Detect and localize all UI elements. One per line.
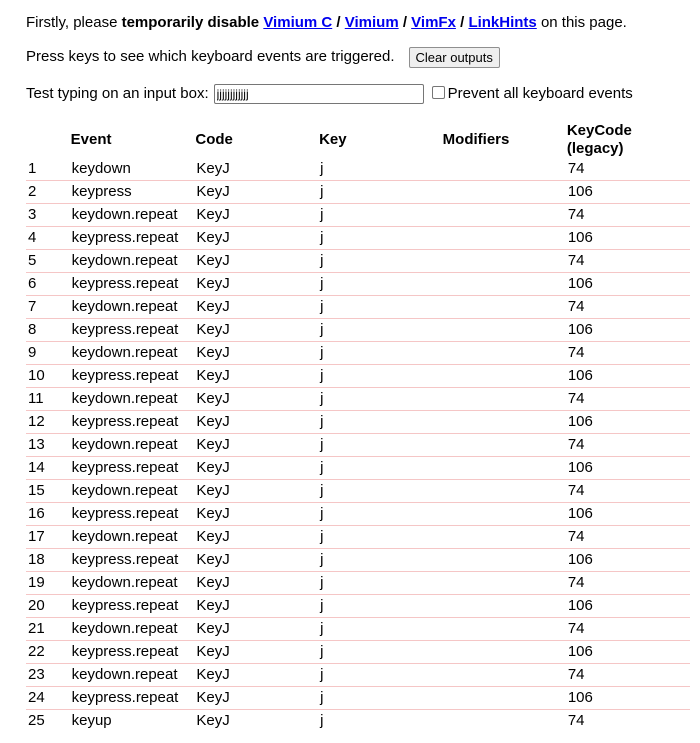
cell-code: KeyJ [194, 618, 318, 641]
cell-code: KeyJ [194, 365, 318, 388]
cell-modifiers [442, 204, 566, 227]
cell-keycode: 106 [566, 411, 690, 434]
cell-modifiers [442, 595, 566, 618]
intro-line [26, 13, 627, 33]
cell-modifiers [442, 158, 566, 181]
cell-modifiers [442, 687, 566, 710]
cell-key: j [318, 434, 442, 457]
cell-event: keypress.repeat [70, 411, 195, 434]
table-row [26, 641, 690, 664]
cell-key: j [318, 250, 442, 273]
cell-keycode: 74 [566, 158, 690, 181]
cell-keycode: 74 [566, 296, 690, 319]
link-linkhints[interactable]: LinkHints [468, 14, 537, 31]
header-keycode-line1: KeyCode [566, 121, 632, 139]
cell-key: j [318, 181, 442, 204]
table-row [26, 503, 690, 526]
header-keycode [566, 121, 690, 158]
cell-modifiers [442, 480, 566, 503]
cell-keycode: 74 [566, 342, 690, 365]
table-row [26, 273, 690, 296]
test-input-label: Test typing on an input box: [26, 85, 209, 102]
cell-event: keydown.repeat [70, 204, 195, 227]
cell-modifiers [442, 181, 566, 204]
cell-modifiers [442, 641, 566, 664]
table-row [26, 664, 690, 687]
cell-num: 25 [28, 712, 45, 729]
cell-code: KeyJ [194, 342, 318, 365]
cell-event: keypress.repeat [70, 365, 195, 388]
intro-prefix: Firstly, please [26, 14, 122, 31]
table-row [26, 710, 690, 733]
header-code: Code [195, 130, 233, 148]
table-row [26, 480, 690, 503]
header-num [26, 121, 70, 158]
cell-code: KeyJ [194, 664, 318, 687]
cell-code: KeyJ [194, 319, 318, 342]
cell-key: j [318, 319, 442, 342]
cell-event: keydown.repeat [70, 250, 195, 273]
cell-modifiers [442, 503, 566, 526]
prevent-events-label[interactable]: Prevent all keyboard events [447, 85, 633, 102]
clear-outputs-button[interactable]: Clear outputs [409, 47, 500, 68]
cell-key: j [318, 687, 442, 710]
cell-event: keyup [71, 712, 112, 729]
link-separator: / [398, 14, 412, 31]
cell-key: j [318, 227, 442, 250]
table-row [26, 434, 690, 457]
cell-event: keypress.repeat [70, 549, 195, 572]
events-table [26, 121, 690, 732]
cell-code: KeyJ [194, 204, 318, 227]
cell-num: 11 [26, 388, 70, 411]
table-header-row [26, 121, 690, 158]
cell-num: 6 [26, 273, 70, 296]
cell-key: j [318, 595, 442, 618]
cell-keycode: 106 [566, 181, 690, 204]
cell-modifiers [442, 572, 566, 595]
cell-modifiers [442, 710, 566, 733]
cell-keycode: 74 [566, 434, 690, 457]
link-separator: / [455, 14, 469, 31]
cell-num: 22 [26, 641, 70, 664]
cell-keycode: 74 [566, 480, 690, 503]
cell-keycode: 106 [566, 687, 690, 710]
cell-modifiers [442, 434, 566, 457]
cell-key: j [318, 572, 442, 595]
cell-modifiers [442, 342, 566, 365]
cell-code: KeyJ [194, 227, 318, 250]
table-row [26, 618, 690, 641]
cell-modifiers [442, 250, 566, 273]
cell-code: KeyJ [194, 273, 318, 296]
cell-event: keypress.repeat [70, 457, 195, 480]
table-row [26, 365, 690, 388]
cell-code: KeyJ [194, 595, 318, 618]
cell-key: j [318, 503, 442, 526]
cell-num: 10 [26, 365, 70, 388]
link-vimium[interactable]: Vimium [344, 14, 399, 31]
cell-key: j [318, 388, 442, 411]
intro-emphasis: temporarily disable [121, 14, 260, 31]
cell-keycode: 106 [566, 365, 690, 388]
cell-key: j [318, 549, 442, 572]
cell-event: keypress.repeat [70, 641, 195, 664]
cell-key: j [318, 365, 442, 388]
cell-num: 21 [26, 618, 70, 641]
cell-code: KeyJ [194, 411, 318, 434]
cell-key: j [320, 712, 324, 729]
cell-code: KeyJ [194, 549, 318, 572]
table-row [26, 595, 690, 618]
header-modifiers: Modifiers [442, 130, 510, 148]
cell-key: j [318, 457, 442, 480]
cell-keycode: 74 [566, 526, 690, 549]
cell-modifiers [442, 227, 566, 250]
cell-key: j [318, 273, 442, 296]
table-row [26, 526, 690, 549]
cell-key: j [318, 618, 442, 641]
cell-keycode: 106 [566, 457, 690, 480]
cell-code: KeyJ [194, 572, 318, 595]
link-vimium-c[interactable]: Vimium C [263, 14, 333, 31]
cell-event: keydown [70, 158, 195, 181]
cell-num: 15 [26, 480, 70, 503]
cell-event: keydown.repeat [70, 342, 195, 365]
table-row [26, 549, 690, 572]
cell-keycode: 106 [566, 319, 690, 342]
cell-key: j [318, 526, 442, 549]
cell-event: keydown.repeat [70, 296, 195, 319]
table-row [26, 457, 690, 480]
cell-key: j [318, 204, 442, 227]
table-row [26, 342, 690, 365]
cell-num: 4 [26, 227, 70, 250]
cell-event: keypress.repeat [70, 503, 195, 526]
cell-code: KeyJ [194, 388, 318, 411]
table-row [26, 227, 690, 250]
cell-keycode: 74 [566, 388, 690, 411]
cell-num: 16 [26, 503, 70, 526]
cell-keycode: 74 [566, 664, 690, 687]
header-key: Key [319, 130, 347, 148]
link-vimfx[interactable]: VimFx [411, 14, 456, 31]
cell-event: keypress.repeat [70, 227, 195, 250]
cell-event: keypress [70, 181, 195, 204]
cell-num: 7 [26, 296, 70, 319]
cell-num: 19 [26, 572, 70, 595]
cell-num: 12 [26, 411, 70, 434]
cell-event: keypress.repeat [70, 319, 195, 342]
table-row [26, 572, 690, 595]
cell-code: KeyJ [194, 687, 318, 710]
cell-num: 9 [26, 342, 70, 365]
table-row [26, 181, 690, 204]
cell-code: KeyJ [194, 296, 318, 319]
cell-code: KeyJ [194, 250, 318, 273]
cell-key: j [318, 411, 442, 434]
cell-event: keydown.repeat [70, 526, 195, 549]
cell-num: 20 [26, 595, 70, 618]
table-row [26, 250, 690, 273]
cell-modifiers [442, 388, 566, 411]
table-row [26, 687, 690, 710]
cell-num: 18 [26, 549, 70, 572]
cell-key: j [318, 480, 442, 503]
cell-num: 24 [26, 687, 70, 710]
cell-modifiers [442, 365, 566, 388]
cell-num: 3 [26, 204, 70, 227]
table-row [26, 388, 690, 411]
cell-num: 8 [26, 319, 70, 342]
prevent-events-option[interactable] [432, 83, 633, 105]
cell-code: KeyJ [194, 434, 318, 457]
cell-keycode: 74 [566, 250, 690, 273]
table-row [26, 158, 690, 181]
test-typing-input[interactable] [214, 84, 424, 104]
cell-num: 5 [26, 250, 70, 273]
header-keycode-line2: (legacy) [566, 139, 624, 157]
cell-keycode: 106 [566, 641, 690, 664]
table-row [26, 411, 690, 434]
cell-code: KeyJ [194, 503, 318, 526]
cell-event: keydown.repeat [70, 388, 195, 411]
cell-code: KeyJ [194, 181, 318, 204]
cell-num: 2 [26, 181, 70, 204]
cell-code: KeyJ [194, 480, 318, 503]
cell-keycode: 74 [566, 618, 690, 641]
cell-num: 14 [26, 457, 70, 480]
cell-event: keydown.repeat [70, 434, 195, 457]
cell-modifiers [442, 664, 566, 687]
cell-modifiers [442, 273, 566, 296]
cell-event: keydown.repeat [70, 480, 195, 503]
cell-event: keypress.repeat [70, 687, 195, 710]
cell-event: keydown.repeat [70, 664, 195, 687]
cell-keycode: 106 [566, 227, 690, 250]
cell-num: 17 [26, 526, 70, 549]
cell-key: j [318, 342, 442, 365]
cell-event: keydown.repeat [70, 572, 195, 595]
cell-keycode: 106 [566, 549, 690, 572]
cell-modifiers [442, 319, 566, 342]
cell-num: 1 [26, 158, 70, 181]
cell-event: keydown.repeat [70, 618, 195, 641]
cell-key: j [318, 296, 442, 319]
cell-num: 13 [26, 434, 70, 457]
cell-keycode: 106 [566, 273, 690, 296]
instructions-line [26, 46, 500, 68]
prevent-events-checkbox[interactable] [432, 86, 445, 99]
cell-modifiers [442, 457, 566, 480]
cell-key: j [318, 641, 442, 664]
cell-num: 23 [26, 664, 70, 687]
cell-code: KeyJ [194, 158, 318, 181]
cell-modifiers [442, 411, 566, 434]
cell-code: KeyJ [196, 712, 230, 729]
link-separator: / [332, 14, 345, 31]
cell-code: KeyJ [194, 457, 318, 480]
cell-keycode: 74 [566, 572, 690, 595]
cell-modifiers [442, 296, 566, 319]
table-row [26, 204, 690, 227]
cell-code: KeyJ [194, 526, 318, 549]
cell-modifiers [442, 526, 566, 549]
cell-keycode: 106 [566, 595, 690, 618]
cell-key: j [318, 158, 442, 181]
cell-event: keypress.repeat [70, 273, 195, 296]
cell-modifiers [442, 618, 566, 641]
cell-keycode: 74 [566, 204, 690, 227]
event-rows [26, 158, 690, 732]
intro-suffix: on this page. [536, 14, 627, 31]
cell-keycode: 74 [567, 712, 585, 729]
cell-key: j [318, 664, 442, 687]
table-row [26, 296, 690, 319]
cell-modifiers [442, 549, 566, 572]
cell-event: keypress.repeat [70, 595, 195, 618]
instructions-text: Press keys to see which keyboard events are triggered. [26, 48, 395, 65]
cell-keycode: 106 [566, 503, 690, 526]
table-row [26, 319, 690, 342]
header-event: Event [70, 130, 112, 148]
test-input-line [26, 83, 633, 105]
cell-code: KeyJ [194, 641, 318, 664]
